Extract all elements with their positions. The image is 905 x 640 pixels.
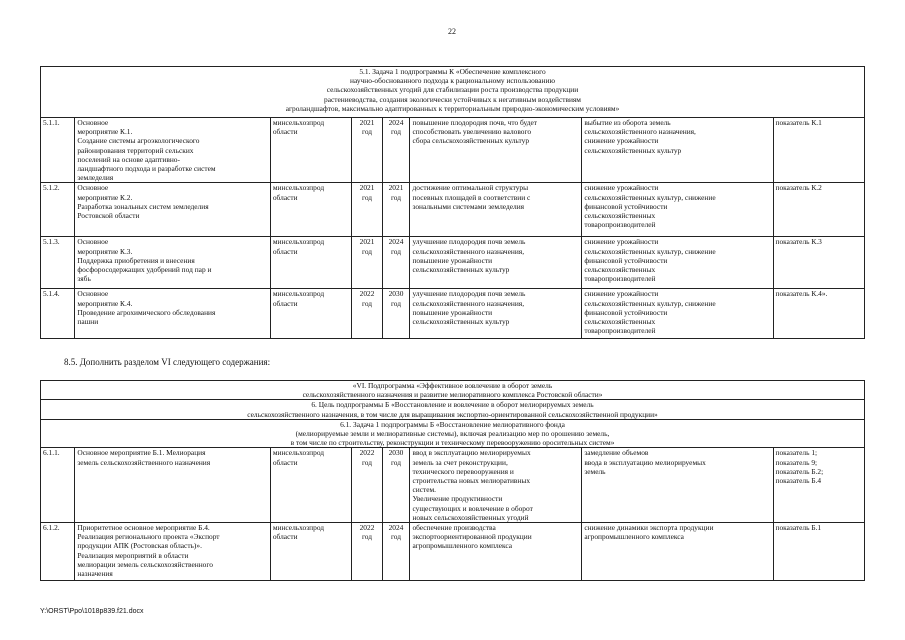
table-row — [41, 183, 865, 237]
text-line: Создание системы агроэкологического — [77, 136, 200, 146]
task-header-row — [41, 67, 865, 118]
text-line: области — [272, 457, 298, 467]
text-line: 6. Цель подпрограммы Б «Восстановление и вовлечение в оборот мелиорируемых земель — [311, 400, 594, 410]
table-row — [41, 118, 865, 183]
file-path-footer: Y:\ORST\Ppo\1018p839.f21.docx — [40, 608, 144, 615]
row-number: 5.1.4. — [41, 289, 75, 339]
text-line: финансовой устойчивости — [584, 255, 668, 265]
expected-result — [410, 118, 582, 183]
text-line: агропромышленного комплекса — [412, 541, 513, 551]
text-line: минсельхозпрод — [272, 523, 325, 533]
text-line: Разработка зональных систем земледелия — [77, 201, 209, 211]
expected-result — [410, 237, 582, 289]
task-header-row — [41, 419, 865, 448]
start-year: 2021 год — [352, 118, 382, 183]
text-line: зябь — [77, 274, 91, 284]
text-line: обеспечение производства — [412, 523, 496, 533]
expected-result — [410, 448, 582, 523]
text-line: в том числе по строительству, реконструкции и техническому перевооружению оросительных систем» — [290, 438, 615, 448]
text-line: финансовой устойчивости — [584, 307, 668, 317]
text-line: сельскохозяйственного назначения, — [412, 298, 525, 308]
subprogram-header — [41, 381, 865, 400]
start-year: 2021 год — [352, 183, 382, 237]
text-line: зональными системами земледелия — [412, 201, 525, 211]
text-line: земледелия — [77, 173, 114, 183]
indicator-link — [773, 448, 865, 523]
text-line: пашни — [77, 317, 99, 327]
text-line: снижение динамики экспорта продукции — [584, 523, 714, 533]
text-line: финансовой устойчивости — [584, 201, 668, 211]
measure-name — [75, 448, 270, 523]
text-line: минсельхозпрод — [272, 448, 325, 458]
text-line: сельскохозяйственных культур — [412, 317, 510, 327]
text-line: земель за счет реконструкции, — [412, 457, 508, 467]
text-line: минсельхозпрод — [272, 289, 325, 299]
text-line: области — [272, 298, 298, 308]
start-year: 2022 год — [352, 448, 382, 523]
text-line: агроландшафтов, максимально адаптированных к территориальным природно-экономическим условиям» — [285, 103, 620, 113]
text-line: показатель 9; — [775, 457, 818, 467]
executor — [270, 183, 352, 237]
text-line: показатель Б.2; — [775, 466, 824, 476]
text-line: сельскохозяйственных культур, снижение — [584, 298, 716, 308]
text-line: мероприятие К.2. — [77, 192, 133, 202]
non-implementation-consequence — [582, 183, 773, 237]
text-line: мероприятие К.4. — [77, 298, 133, 308]
text-line: сельскохозяйственных культур, снижение — [584, 192, 716, 202]
start-year: 2022 год — [352, 523, 382, 581]
text-line: сбора сельскохозяйственных культур — [412, 136, 530, 146]
end-year: 2024 год — [382, 118, 410, 183]
row-number: 5.1.2. — [41, 183, 75, 237]
text-line: улучшение плодородия почв земель — [412, 289, 526, 299]
text-line: фосфоросодержащих удобрений под пар и — [77, 265, 212, 275]
task-header — [41, 419, 865, 448]
text-line: Основное — [77, 183, 109, 193]
non-implementation-consequence — [582, 289, 773, 339]
measures-table-k — [40, 66, 865, 339]
measures-table-b — [40, 380, 865, 581]
text-line: Проведение агрохимического обследования — [77, 307, 216, 317]
text-line: существующих и вовлечение в оборот — [412, 503, 533, 513]
measure-name — [75, 237, 271, 289]
expected-result — [410, 523, 582, 581]
text-line: сельскохозяйственного назначения и развитие мелиоративного комплекса Ростовской области» — [302, 390, 603, 400]
text-line: Приоритетное основное мероприятие Б.4. — [77, 523, 210, 533]
executor — [270, 523, 352, 581]
text-line: земель сельскохозяйственного назначения — [77, 457, 211, 467]
text-line: сельскохозяйственных — [584, 265, 656, 275]
text-line: Основное — [77, 289, 109, 299]
text-line: Основное — [77, 118, 109, 127]
text-line: технического перевооружения и — [412, 466, 514, 476]
text-line: земель — [584, 466, 606, 476]
text-line: сельскохозяйственных — [584, 211, 656, 221]
goal-header — [41, 400, 865, 419]
text-line: Поддержка приобретения и внесения — [77, 255, 195, 265]
text-line: строительства новых мелиоративных — [412, 476, 531, 486]
table-row — [41, 448, 865, 523]
text-line: достижение оптимальной структуры — [412, 183, 529, 193]
text-line: систем. — [412, 485, 437, 495]
amendment-paragraph: 8.5. Дополнить разделом VI следующего содержания: — [64, 357, 271, 367]
text-line: Увеличение продуктивности — [412, 494, 503, 504]
executor — [270, 237, 352, 289]
start-year: 2022 год — [352, 289, 382, 339]
text-line: снижение урожайности — [584, 237, 659, 247]
text-line: показатель Б.4 — [775, 476, 822, 486]
text-line: ландшафтного подхода и разработке систем — [77, 164, 216, 174]
end-year: 2030 год — [382, 289, 410, 339]
text-line: области — [272, 127, 298, 137]
text-line: агропромышленного комплекса — [584, 532, 684, 542]
indicator-link: показатель К.2 — [773, 183, 864, 237]
text-line: товаропроизводителей — [584, 220, 656, 230]
text-line: минсельхозпрод — [272, 118, 325, 127]
text-line: улучшение плодородия почв земель — [412, 237, 526, 247]
text-line: снижение урожайности — [584, 183, 659, 193]
text-line: области — [272, 192, 298, 202]
end-year: 2024 год — [382, 523, 410, 581]
text-line: товаропроизводителей — [584, 326, 656, 336]
text-line: повышение урожайности — [412, 307, 493, 317]
text-line: растениеводства, создания экологически устойчивых к негативным воздействиям — [324, 94, 581, 104]
text-line: сельскохозяйственных угодий для стабилизации роста производства продукции — [326, 85, 579, 95]
measure-name — [75, 289, 271, 339]
text-line: сельскохозяйственного назначения, — [412, 246, 525, 256]
goal-header-row — [41, 400, 865, 419]
expected-result — [410, 183, 582, 237]
text-line: замедление объемов — [584, 448, 649, 458]
text-line: новых сельскохозяйственных угодий — [412, 512, 529, 522]
text-line: способствовать увеличению валового — [412, 127, 532, 137]
non-implementation-consequence — [582, 448, 773, 523]
text-line: показатель 1; — [775, 448, 818, 458]
text-line: ввод в эксплуатацию мелиорируемых — [412, 448, 531, 458]
task-header — [41, 67, 865, 118]
text-line: области — [272, 246, 298, 256]
page-number: 22 — [448, 27, 456, 36]
non-implementation-consequence — [582, 523, 773, 581]
row-number: 5.1.3. — [41, 237, 75, 289]
text-line: сельскохозяйственного назначения, — [584, 127, 696, 137]
text-line: Реализация регионального проекта «Экспорт — [77, 532, 220, 542]
text-line: поселений на основе адаптивно- — [77, 154, 180, 164]
text-line: продукции АПК (Ростовская область)». — [77, 541, 202, 551]
text-line: выбытие из оборота земель — [584, 118, 671, 127]
measure-name — [75, 523, 270, 581]
text-line: (мелиорируемые земли и мелиоративные системы), включая реализацию мер по орошению земель, — [295, 429, 610, 439]
subprogram-header-row — [41, 381, 865, 400]
end-year: 2021 год — [382, 183, 410, 237]
text-line: ввода в эксплуатацию мелиорируемых — [584, 457, 706, 467]
row-number: 5.1.1. — [41, 118, 75, 183]
text-line: научно-обоснованного подхода к рациональному использованию — [350, 76, 555, 86]
indicator-link: показатель К.4». — [773, 289, 864, 339]
text-line: сельскохозяйственных культур, снижение — [584, 246, 716, 256]
indicator-link — [773, 523, 865, 581]
text-line: снижение урожайности — [584, 289, 659, 299]
expected-result — [410, 289, 582, 339]
text-line: Ростовской области — [77, 211, 140, 221]
table-row — [41, 289, 865, 339]
text-line: Основное мероприятие Б.1. Мелиорация — [77, 448, 206, 458]
text-line: 6.1. Задача 1 подпрограммы Б «Восстановление мелиоративного фонда — [340, 419, 565, 429]
executor — [270, 118, 352, 183]
text-line: сельскохозяйственных культур — [412, 265, 510, 275]
non-implementation-consequence — [582, 237, 773, 289]
text-line: экспортоориентированной продукции — [412, 532, 532, 542]
text-line: мероприятие К.3. — [77, 246, 133, 256]
text-line: мелиорации земель сельскохозяйственного — [77, 559, 213, 569]
table-row — [41, 237, 865, 289]
text-line: Реализация мероприятий в области — [77, 550, 189, 560]
end-year: 2030 год — [382, 448, 410, 523]
table-row — [41, 523, 865, 581]
text-line: области — [272, 532, 298, 542]
row-number: 6.1.1. — [41, 448, 75, 523]
non-implementation-consequence — [582, 118, 773, 183]
row-number: 6.1.2. — [41, 523, 75, 581]
text-line: минсельхозпрод — [272, 237, 325, 247]
text-line: товаропроизводителей — [584, 274, 656, 284]
end-year: 2024 год — [382, 237, 410, 289]
text-line: районирования территорий сельских — [77, 145, 194, 155]
text-line: мероприятие К.1. — [77, 127, 133, 137]
start-year: 2021 год — [352, 237, 382, 289]
text-line: повышение урожайности — [412, 255, 493, 265]
executor — [270, 448, 352, 523]
measure-name — [75, 183, 271, 237]
text-line: сельскохозяйственных — [584, 317, 656, 327]
text-line: повышение плодородия почв, что будет — [412, 118, 538, 127]
text-line: сельскохозяйственных культур — [584, 145, 682, 155]
text-line: 5.1. Задача 1 подпрограммы К «Обеспечение комплексного — [359, 67, 546, 76]
measure-name — [75, 118, 271, 183]
text-line: показатель Б.1 — [775, 523, 822, 533]
indicator-link: показатель К.1 — [773, 118, 864, 183]
executor — [270, 289, 352, 339]
text-line: снижение урожайности — [584, 136, 659, 146]
text-line: сельскохозяйственного назначения, в том числе для выращивания экспортно-ориентированной сельскохозяйственной продукции» — [247, 409, 658, 419]
text-line: минсельхозпрод — [272, 183, 325, 193]
text-line: посевных площадей в соответствии с — [412, 192, 531, 202]
text-line: «VI. Подпрограмма «Эффективное вовлечение в оборот земель — [352, 381, 553, 390]
text-line: назначения — [77, 569, 113, 579]
text-line: Основное — [77, 237, 109, 247]
indicator-link: показатель К.3 — [773, 237, 864, 289]
